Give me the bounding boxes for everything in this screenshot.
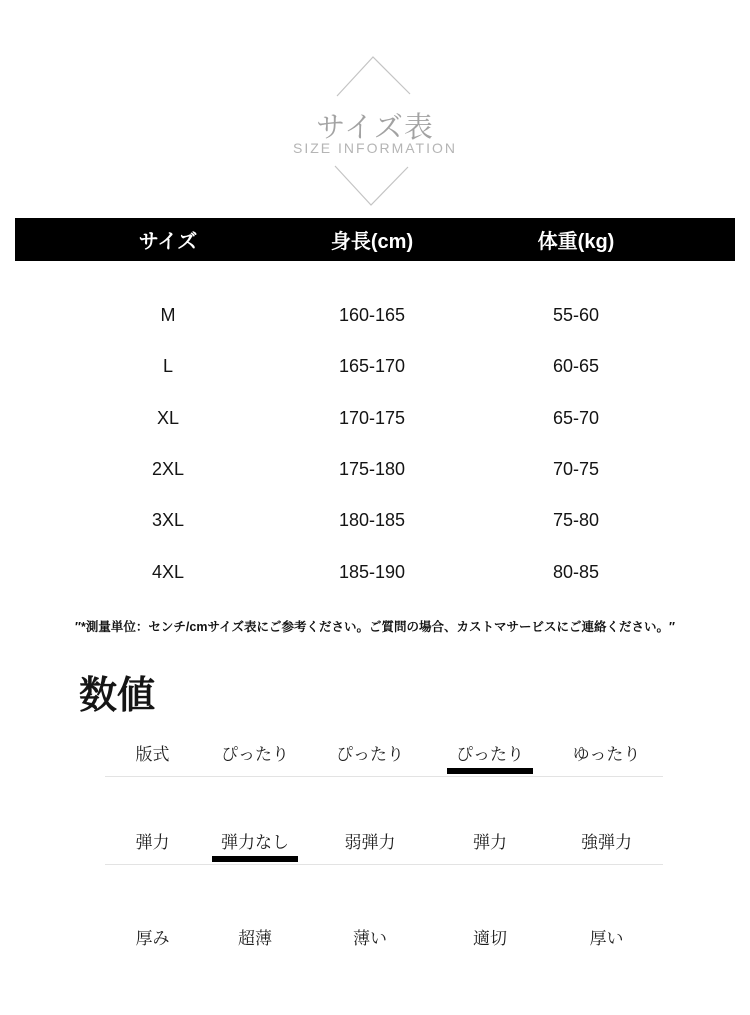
- metric-option: 超薄: [238, 929, 272, 948]
- weight-value: 80-85: [552, 561, 600, 582]
- metric-option: 薄い: [353, 929, 387, 948]
- table-row: [66, 290, 678, 341]
- metric-option: ぴったり: [430, 740, 550, 776]
- metric-option: ぴったり: [221, 745, 289, 764]
- height-value: 175-180: [338, 459, 406, 480]
- section-title-jp: サイズ表: [316, 112, 434, 144]
- section-title-en: SIZE INFORMATION: [293, 140, 457, 156]
- height-value: 160-165: [338, 305, 406, 326]
- metrics-section-title: 数値: [79, 675, 156, 717]
- size-value: M: [160, 305, 176, 326]
- size-value: 3XL: [151, 510, 185, 531]
- metric-label: 弾力: [135, 833, 170, 852]
- metric-option: 適切: [473, 929, 507, 948]
- size-value: 4XL: [151, 561, 185, 582]
- metric-option: ぴったり: [336, 745, 404, 764]
- diamond-bottom-icon: [330, 161, 422, 207]
- table-row: [66, 546, 678, 597]
- height-value: 180-185: [338, 510, 406, 531]
- column-header-height: 身長(cm): [330, 231, 414, 253]
- weight-value: 55-60: [552, 305, 600, 326]
- size-table-body: [66, 290, 678, 598]
- metrics-row-elasticity: [105, 777, 663, 865]
- metric-option: 弾力: [473, 833, 507, 852]
- size-value: L: [162, 356, 173, 377]
- table-row: [66, 444, 678, 495]
- metric-label: 版式: [135, 745, 170, 764]
- metric-option: 厚い: [589, 929, 624, 948]
- table-row: [66, 393, 678, 444]
- metric-option: 強弾力: [581, 833, 632, 852]
- column-header-weight: 体重(kg): [537, 231, 615, 253]
- weight-value: 60-65: [552, 356, 600, 377]
- metric-option: 弱弾力: [344, 833, 396, 852]
- metrics-row-thickness: [105, 865, 663, 960]
- diamond-top-icon: [330, 54, 422, 100]
- height-value: 170-175: [338, 407, 406, 428]
- metrics-table: [105, 720, 663, 960]
- table-row: [66, 495, 678, 546]
- table-row: [66, 341, 678, 392]
- height-value: 165-170: [338, 356, 406, 377]
- metric-option: ゆったり: [572, 745, 641, 764]
- height-value: 185-190: [338, 561, 406, 582]
- metric-option: 弾力なし: [200, 828, 310, 864]
- size-value: 2XL: [151, 459, 185, 480]
- column-header-size: サイズ: [138, 231, 198, 253]
- weight-value: 70-75: [552, 459, 600, 480]
- size-value: XL: [156, 407, 180, 428]
- size-table-header: [15, 218, 735, 261]
- weight-value: 75-80: [552, 510, 600, 531]
- metric-label: 厚み: [135, 929, 170, 948]
- weight-value: 65-70: [552, 407, 600, 428]
- metrics-row-fit: [105, 720, 663, 777]
- measurement-note: ″*測量単位：センチ/cmサイズ表にご参考ください。ご質問の場合、カストマサービスにご連絡ください。″: [75, 620, 675, 634]
